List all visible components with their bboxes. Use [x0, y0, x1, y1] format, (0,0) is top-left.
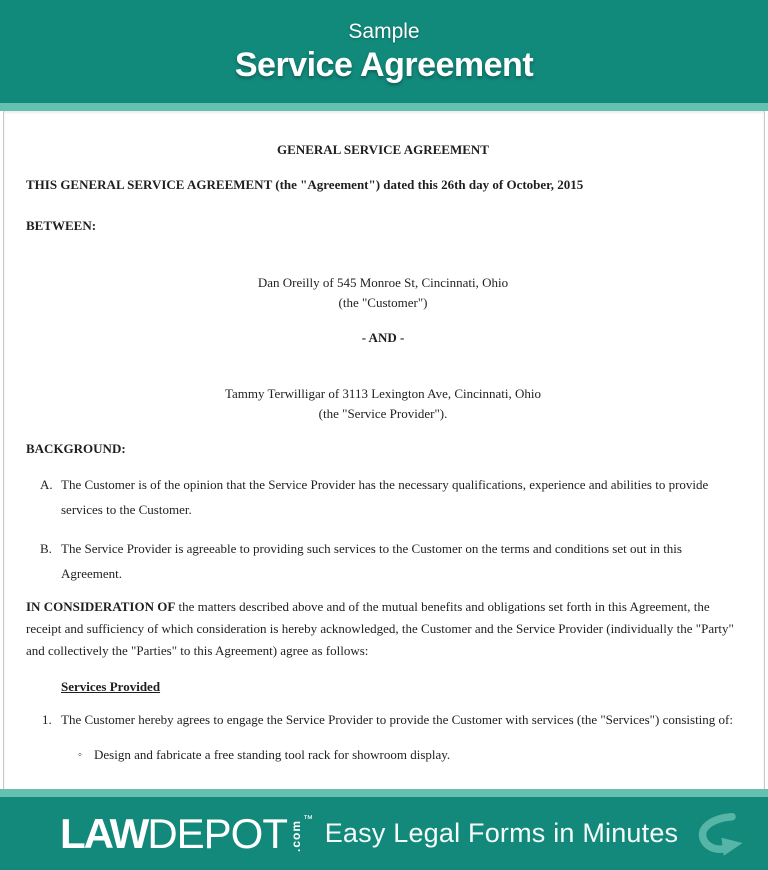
document-page — [3, 111, 765, 789]
and-separator: - AND - — [361, 330, 405, 345]
page-title: Service Agreement — [234, 45, 534, 84]
header-banner — [0, 0, 768, 103]
list-item-text: Design and fabricate a free standing tool rack for showroom display. — [94, 747, 451, 762]
bird-swoosh-arrow-icon — [696, 811, 744, 857]
lawdepot-logo — [60, 809, 313, 857]
services-provided-heading: Services Provided — [61, 679, 161, 694]
circle-bullet-icon: ◦ — [78, 749, 82, 761]
agreement-intro: THIS GENERAL SERVICE AGREEMENT (the "Agreement") dated this 26th day of October, 2015 — [26, 177, 584, 192]
list-marker: B. — [40, 541, 52, 556]
list-item-text: The Customer hereby agrees to engage the Service Provider to provide the Customer with services (the "Services") consisting of: — [61, 712, 733, 727]
list-marker: A. — [40, 477, 53, 492]
consideration-lead: IN CONSIDERATION OF — [26, 599, 176, 614]
list-item-text: The Service Provider is agreeable to providing such services to the Customer on the terms and conditions set out in this Agreement. — [61, 541, 682, 581]
footer-banner — [0, 797, 768, 870]
footer-tagline: Easy Legal Forms in Minutes — [324, 818, 679, 848]
sample-label: Sample — [348, 19, 420, 43]
footer-divider-strip — [0, 789, 768, 797]
background-label: BACKGROUND: — [26, 441, 126, 456]
logo-depot-text: DEPOT — [147, 809, 287, 857]
document-title: GENERAL SERVICE AGREEMENT — [277, 142, 489, 157]
consideration-paragraph — [26, 596, 740, 662]
service-bullet-item — [26, 745, 740, 765]
provider-party-block — [26, 384, 740, 424]
customer-party-block — [26, 273, 740, 313]
list-item-text: The Customer is of the opinion that the Service Provider has the necessary qualifications, experience and abilities to provide services to the Customer. — [61, 477, 709, 517]
between-label: BETWEEN: — [26, 218, 97, 233]
trademark-symbol: ™ — [303, 813, 313, 825]
customer-designation: (the "Customer") — [338, 295, 428, 310]
consideration-body: the matters described above and of the mutual benefits and obligations set forth in this Agreement, the receipt and sufficiency of which consideration is hereby acknowledged, the Customer and the Service Provider (individually the "Party" and collectively the "Parties" to this Agreement) agree as follows: — [26, 599, 734, 658]
customer-name-address: Dan Oreilly of 545 Monroe St, Cincinnati, Ohio — [257, 275, 509, 290]
provider-name-address: Tammy Terwilligar of 3113 Lexington Ave, Cincinnati, Ohio — [224, 386, 542, 401]
numbered-item-1 — [26, 707, 740, 732]
header-divider-strip — [0, 103, 768, 111]
logo-com-text: .com — [289, 819, 303, 852]
list-marker: 1. — [42, 712, 52, 727]
background-item-b — [26, 536, 740, 586]
provider-designation: (the "Service Provider"). — [318, 406, 448, 421]
logo-law-text: LAW — [60, 809, 148, 857]
background-item-a — [26, 472, 740, 522]
